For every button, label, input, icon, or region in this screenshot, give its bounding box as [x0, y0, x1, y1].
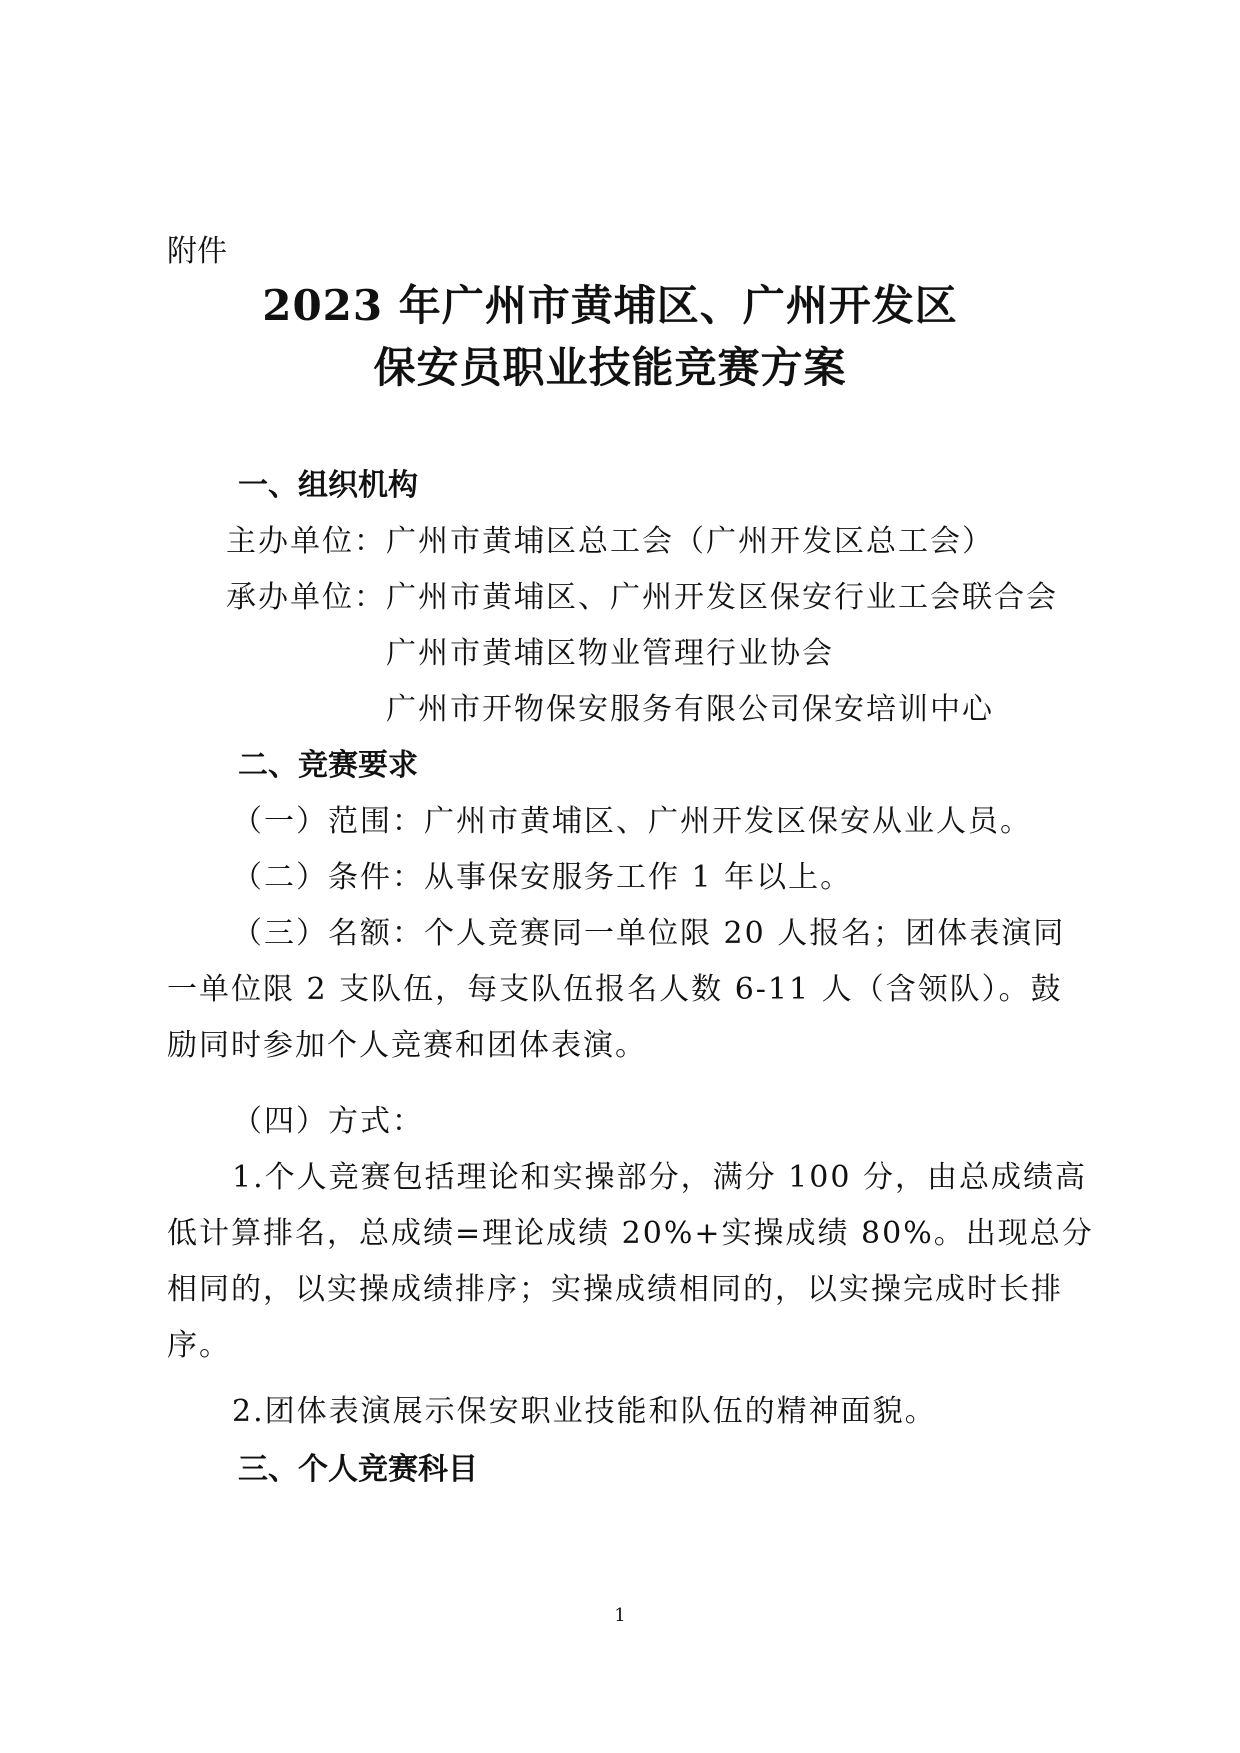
organizer-unit-line3: 广州市开物保安服务有限公司保安培训中心 [386, 692, 994, 727]
section3-heading: 三、个人竞赛科目 [238, 1452, 478, 1487]
method1-line4: 序。 [167, 1328, 231, 1363]
host-unit-line: 主办单位：广州市黄埔区总工会（广州开发区总工会） [226, 524, 994, 559]
document-title-line2: 保安员职业技能竞赛方案 [373, 343, 847, 392]
method1-line3: 相同的，以实操成绩排序；实操成绩相同的，以实操完成时长排 [167, 1272, 1063, 1307]
organizer-unit-line2: 广州市黄埔区物业管理行业协会 [386, 636, 834, 671]
condition-paragraph: （二）条件：从事保安服务工作 1 年以上。 [232, 860, 853, 895]
document-title-line1: 2023 年广州市黄埔区、广州开发区 [262, 281, 958, 330]
scope-paragraph: （一）范围：广州市黄埔区、广州开发区保安从业人员。 [232, 804, 1032, 839]
method2-paragraph: 2.团体表演展示保安职业技能和队伍的精神面貌。 [232, 1394, 937, 1429]
method1-line2: 低计算排名，总成绩=理论成绩 20%+实操成绩 80%。出现总分 [167, 1216, 1094, 1251]
method-heading: （四）方式： [232, 1104, 424, 1139]
quota-paragraph-line1: （三）名额：个人竞赛同一单位限 20 人报名；团体表演同 [232, 916, 1066, 951]
attachment-label: 附件 [167, 234, 227, 269]
page-number: 1 [614, 1605, 626, 1626]
quota-paragraph-line3: 励同时参加个人竞赛和团体表演。 [167, 1028, 647, 1063]
method1-line1: 1.个人竞赛包括理论和实操部分，满分 100 分，由总成绩高 [232, 1160, 1087, 1195]
organizer-unit-line1: 承办单位：广州市黄埔区、广州开发区保安行业工会联合会 [226, 580, 1058, 615]
section1-heading: 一、组织机构 [238, 468, 418, 503]
section2-heading: 二、竞赛要求 [238, 748, 418, 783]
quota-paragraph-line2: 一单位限 2 支队伍，每支队伍报名人数 6-11 人（含领队）。鼓 [167, 972, 1063, 1007]
